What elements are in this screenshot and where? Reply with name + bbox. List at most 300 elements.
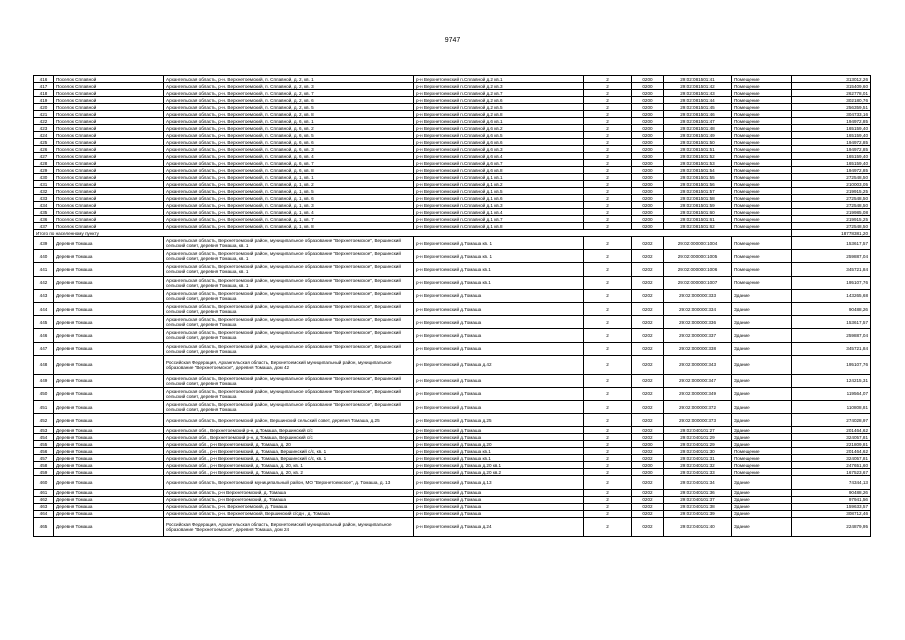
short-address: р-н Верхнетоемский п.Сплавной д.1 кв.4 bbox=[414, 209, 584, 216]
short-address: р-н Верхнетоемский п.Сплавной д.6 кв.3 bbox=[414, 146, 584, 153]
row-number: 462 bbox=[34, 496, 54, 503]
short-address: р-н Верхнетоемский д.Томаша bbox=[414, 496, 584, 503]
cadastral-value: 272548,50 bbox=[792, 223, 871, 230]
short-address: р-н Верхнетоемский п.Сплавной д.1 кв.8 bbox=[414, 223, 584, 230]
category-code: 2 bbox=[584, 125, 632, 132]
object-type: Помещение bbox=[732, 146, 792, 153]
cadastral-number: 29:02:081501:52 bbox=[664, 153, 732, 160]
cadastral-value: 272548,50 bbox=[792, 174, 871, 181]
object-type: Помещение bbox=[732, 263, 792, 276]
cadastral-number: 29:02:081501:50 bbox=[664, 139, 732, 146]
full-address: Архангельская область, Верхнетоемский район, муниципальное образование "Верхнетоемское", Вершинский сельский совет, деревня Томаша, кв. 1 bbox=[164, 250, 414, 263]
cadastral-value: 219915,25 bbox=[792, 188, 871, 195]
settlement-name: Деревня Томаша bbox=[54, 414, 164, 427]
zone-code: 0202 bbox=[632, 342, 664, 355]
zone-code: 0200 bbox=[632, 462, 664, 469]
object-type: Помещение bbox=[732, 90, 792, 97]
full-address: Архангельская область, Верхнетоемский район, муниципальное образование "Верхнетоемское", Вершинский сельский совет, деревня Томаша, кв. 1 bbox=[164, 263, 414, 276]
table-row bbox=[34, 302, 871, 315]
table-row bbox=[34, 167, 871, 174]
zone-code: 0200 bbox=[632, 181, 664, 188]
table-row bbox=[34, 455, 871, 462]
short-address: р-н Верхнетоемский д.Томаша д.13 bbox=[414, 476, 584, 489]
category-code: 2 bbox=[584, 216, 632, 223]
row-number: 448 bbox=[34, 355, 54, 374]
short-address: р-н Верхнетоемский п.Сплавной д.2 кв.3 bbox=[414, 83, 584, 90]
zone-code: 0200 bbox=[632, 223, 664, 230]
full-address: Российская Федерация, Архангельская область, Верхнетоемский муниципальный район, муниципальное образование "Верхнетоемское", деревня Томаша, дом 24 bbox=[164, 517, 414, 536]
full-address: Архангельская область, Верхнетоемский район, муниципальное образование "Верхнетоемское", Вершинский сельский совет, деревня Томаша bbox=[164, 401, 414, 414]
cadastral-number: 29:02:000000:1006 bbox=[664, 263, 732, 276]
cadastral-value: 165159,40 bbox=[792, 132, 871, 139]
object-type: Помещение bbox=[732, 132, 792, 139]
table-row bbox=[34, 223, 871, 230]
cadastral-number: 29:02:081501:41 bbox=[664, 76, 732, 83]
settlement-name: Поселок Сплавной bbox=[54, 97, 164, 104]
object-type: Здание bbox=[732, 441, 792, 448]
short-address: р-н Верхнетоемский д.Томаша bbox=[414, 401, 584, 414]
settlement-name: Деревня Томаша bbox=[54, 510, 164, 517]
object-type: Помещение bbox=[732, 223, 792, 230]
row-number: 432 bbox=[34, 188, 54, 195]
full-address: Архангельская область, Верхнетоемский район, муниципальное образование "Верхнетоемское", Вершинский сельский совет, деревня Томаша, кв. 1 bbox=[164, 276, 414, 289]
short-address: р-н Верхнетоемский п.Сплавной д.1 кв.3 bbox=[414, 202, 584, 209]
object-type: Здание bbox=[732, 414, 792, 427]
full-address: Архангельская область, Верхнетоемский район, муниципальное образование "Верхнетоемское", Вершинский сельский совет, деревня Томаша bbox=[164, 374, 414, 387]
zone-code: 0202 bbox=[632, 517, 664, 536]
zone-code: 0202 bbox=[632, 329, 664, 342]
settlement-name: Деревня Томаша bbox=[54, 374, 164, 387]
object-type: Помещение bbox=[732, 104, 792, 111]
settlement-name: Деревня Томаша bbox=[54, 302, 164, 315]
table-row bbox=[34, 510, 871, 517]
row-number: 441 bbox=[34, 263, 54, 276]
table-row bbox=[34, 250, 871, 263]
full-address: Архангельская область, р-н. Верхнетоемский, п. Сплавной, д. 2, кв. 8 bbox=[164, 111, 414, 118]
settlement-name: Деревня Томаша bbox=[54, 469, 164, 476]
full-address: Архангельская область, р-н. Верхнетоемский, п. Сплавной, д. 2, кв. 7 bbox=[164, 90, 414, 97]
zone-code: 0200 bbox=[632, 76, 664, 83]
category-code: 2 bbox=[584, 153, 632, 160]
full-address: Архангельская область, Верхнетоемский район, муниципальное образование "Верхнетоемское", Вершинский сельский совет, деревня Томаша bbox=[164, 329, 414, 342]
settlement-name: Деревня Томаша bbox=[54, 441, 164, 448]
category-code: 2 bbox=[584, 414, 632, 427]
category-code: 2 bbox=[584, 195, 632, 202]
full-address: Архангельская область, р-н. Верхнетоемский, п. Сплавной, д. 1, кв. 4 bbox=[164, 209, 414, 216]
zone-code: 0200 bbox=[632, 167, 664, 174]
short-address: р-н Верхнетоемский п.Сплавной д.2 кв.5 bbox=[414, 104, 584, 111]
cadastral-value: 153617,57 bbox=[792, 237, 871, 250]
settlement-name: Поселок Сплавной bbox=[54, 125, 164, 132]
row-number: 463 bbox=[34, 503, 54, 510]
object-type: Помещение bbox=[732, 83, 792, 90]
object-type: Помещение bbox=[732, 202, 792, 209]
table-row bbox=[34, 209, 871, 216]
table-row bbox=[34, 462, 871, 469]
full-address: Архангельская область, р-н. Верхнетоемский, п. Сплавной, д. 6, кв. 3 bbox=[164, 146, 414, 153]
settlement-name: Деревня Томаша bbox=[54, 427, 164, 434]
full-address: Архангельская область, р-н. Верхнетоемский, п. Сплавной, д. 1, кв. 8 bbox=[164, 223, 414, 230]
category-code: 2 bbox=[584, 387, 632, 400]
category-code: 2 bbox=[584, 146, 632, 153]
cadastral-number: 29:02:000000:347 bbox=[664, 374, 732, 387]
settlement-name: Деревня Томаша bbox=[54, 355, 164, 374]
object-type: Помещение bbox=[732, 76, 792, 83]
cadastral-value: 74344,13 bbox=[792, 476, 871, 489]
row-number: 450 bbox=[34, 387, 54, 400]
category-code: 2 bbox=[584, 139, 632, 146]
object-type: Помещение bbox=[732, 111, 792, 118]
table-row bbox=[34, 401, 871, 414]
row-number: 430 bbox=[34, 174, 54, 181]
zone-code: 0202 bbox=[632, 414, 664, 427]
short-address: р-н Верхнетоемский д.Томаша кв.1 bbox=[414, 276, 584, 289]
cadastral-number: 29:02:000000:333 bbox=[664, 289, 732, 302]
cadastral-number: 29:02:081501:51 bbox=[664, 146, 732, 153]
short-address: р-н Верхнетоемский д.Томаша д.20 кв.2 bbox=[414, 469, 584, 476]
short-address: р-н Верхнетоемский п.Сплавной д.6 кв.8 bbox=[414, 167, 584, 174]
cadastral-value: 272548,50 bbox=[792, 202, 871, 209]
full-address: Архангельская область, р-н. Верхнетоемский, п. Сплавной, д. 1, кв. 7 bbox=[164, 216, 414, 223]
row-number: 419 bbox=[34, 97, 54, 104]
settlement-name: Поселок Сплавной bbox=[54, 111, 164, 118]
table-row bbox=[34, 104, 871, 111]
table-row bbox=[34, 216, 871, 223]
object-type: Помещение bbox=[732, 455, 792, 462]
row-number: 434 bbox=[34, 202, 54, 209]
zone-code: 0202 bbox=[632, 387, 664, 400]
full-address: Архангельская область, Верхнетоемский район, муниципальное образование "Верхнетоемское", Вершинский сельский совет, деревня Томаша bbox=[164, 289, 414, 302]
cadastral-value: 274028,97 bbox=[792, 414, 871, 427]
settlement-name: Деревня Томаша bbox=[54, 448, 164, 455]
cadastral-number: 29:02:081501:54 bbox=[664, 167, 732, 174]
cadastral-number: 29:02:081501:58 bbox=[664, 195, 732, 202]
object-type: Здание bbox=[732, 517, 792, 536]
cadastral-number: 29:02:081501:44 bbox=[664, 97, 732, 104]
cadastral-number: 29:02:081501:46 bbox=[664, 111, 732, 118]
settlement-name: Поселок Сплавной bbox=[54, 188, 164, 195]
row-number: 446 bbox=[34, 329, 54, 342]
short-address: р-н Верхнетоемский п.Сплавной д.6 кв.2 bbox=[414, 125, 584, 132]
full-address: Архангельская область, р-н. Верхнетоемский, п. Сплавной, д. 1, кв. 5 bbox=[164, 188, 414, 195]
short-address: р-н Верхнетоемский п.Сплавной д.6 кв.1 bbox=[414, 118, 584, 125]
table-row bbox=[34, 289, 871, 302]
object-type: Здание bbox=[732, 374, 792, 387]
short-address: р-н Верхнетоемский д.Томаша кв.1 bbox=[414, 263, 584, 276]
zone-code: 0202 bbox=[632, 427, 664, 434]
category-code: 2 bbox=[584, 237, 632, 250]
cadastral-number: 29:02:000000:338 bbox=[664, 342, 732, 355]
cadastral-value: 259887,04 bbox=[792, 329, 871, 342]
object-type: Помещение bbox=[732, 139, 792, 146]
settlement-name: Деревня Томаша bbox=[54, 263, 164, 276]
settlement-name: Поселок Сплавной bbox=[54, 76, 164, 83]
category-code: 2 bbox=[584, 316, 632, 329]
table-row bbox=[34, 342, 871, 355]
table-row bbox=[34, 188, 871, 195]
cadastral-value: 224879,95 bbox=[792, 517, 871, 536]
object-type: Помещение bbox=[732, 153, 792, 160]
full-address: Архангельская область, р-н. Верхнетоемский, Вершинский с/сдн , д. Томаша bbox=[164, 510, 414, 517]
table-row bbox=[34, 97, 871, 104]
cadastral-value: 256359,51 bbox=[792, 104, 871, 111]
object-type: Здание bbox=[732, 401, 792, 414]
subtotal-value: 18778381,20 bbox=[792, 230, 871, 237]
short-address: р-н Верхнетоемский д.Томаша кв.1 bbox=[414, 448, 584, 455]
row-number: 442 bbox=[34, 276, 54, 289]
row-number: 458 bbox=[34, 462, 54, 469]
row-number: 431 bbox=[34, 181, 54, 188]
table-row bbox=[34, 90, 871, 97]
cadastral-value: 315409,60 bbox=[792, 83, 871, 90]
table-row bbox=[34, 83, 871, 90]
category-code: 2 bbox=[584, 104, 632, 111]
object-type: Помещение bbox=[732, 188, 792, 195]
settlement-name: Поселок Сплавной bbox=[54, 90, 164, 97]
short-address: р-н Верхнетоемский п.Сплавной д.2 кв.7 bbox=[414, 90, 584, 97]
settlement-name: Поселок Сплавной bbox=[54, 132, 164, 139]
zone-code: 0200 bbox=[632, 202, 664, 209]
settlement-name: Деревня Томаша bbox=[54, 455, 164, 462]
subtotal-label: Итого по населенному пункту bbox=[34, 230, 792, 237]
settlement-name: Поселок Сплавной bbox=[54, 153, 164, 160]
settlement-name: Деревня Томаша bbox=[54, 329, 164, 342]
cadastral-value: 194972,85 bbox=[792, 139, 871, 146]
settlement-name: Поселок Сплавной bbox=[54, 223, 164, 230]
category-code: 2 bbox=[584, 167, 632, 174]
short-address: р-н Верхнетоемский д.Томаша bbox=[414, 489, 584, 496]
short-address: р-н Верхнетоемский п.Сплавной д.2 кв.6 bbox=[414, 97, 584, 104]
cadastral-value: 195107,76 bbox=[792, 355, 871, 374]
object-type: Помещение bbox=[732, 209, 792, 216]
cadastral-value: 219915,25 bbox=[792, 216, 871, 223]
cadastral-number: 29:02:000000:343 bbox=[664, 355, 732, 374]
row-number: 433 bbox=[34, 195, 54, 202]
table-row bbox=[34, 132, 871, 139]
category-code: 2 bbox=[584, 489, 632, 496]
row-number: 449 bbox=[34, 374, 54, 387]
short-address: р-н Верхнетоемский п.Сплавной д.1 кв.1 bbox=[414, 174, 584, 181]
zone-code: 0200 bbox=[632, 83, 664, 90]
row-number: 455 bbox=[34, 441, 54, 448]
full-address: Архангельская область, р-н. Верхнетоемский, п. Сплавной, д. 2, кв. 5 bbox=[164, 104, 414, 111]
zone-code: 0202 bbox=[632, 374, 664, 387]
object-type: Здание bbox=[732, 342, 792, 355]
full-address: Архангельская область, Верхнетоемский район, муниципальное образование "Верхнетоемское", Вершинский сельский совет, деревня Томаша, кв. 1 bbox=[164, 237, 414, 250]
settlement-name: Деревня Томаша bbox=[54, 289, 164, 302]
short-address: р-н Верхнетоемский д.Томаша bbox=[414, 302, 584, 315]
zone-code: 0202 bbox=[632, 250, 664, 263]
full-address: Архангельская обл., р-н Верхнетоемский, д. Томаша, д. 20, кв. 1 bbox=[164, 462, 414, 469]
settlement-name: Деревня Томаша bbox=[54, 276, 164, 289]
category-code: 2 bbox=[584, 276, 632, 289]
cadastral-number: 29:02:040101:38 bbox=[664, 503, 732, 510]
short-address: р-н Верхнетоемский д.Томаша bbox=[414, 342, 584, 355]
short-address: р-н Верхнетоемский д.Томаша bbox=[414, 427, 584, 434]
row-number: 459 bbox=[34, 469, 54, 476]
object-type: Помещение bbox=[732, 250, 792, 263]
settlement-name: Поселок Сплавной bbox=[54, 160, 164, 167]
object-type: Помещение bbox=[732, 181, 792, 188]
full-address: Архангельская область, р-н. Верхнетоемский, п. Сплавной, д. 1, кв. 1 bbox=[164, 174, 414, 181]
full-address: Архангельская область, р-н. Верхнетоемский, п. Сплавной, д. 2, кв. 3 bbox=[164, 83, 414, 90]
zone-code: 0200 bbox=[632, 139, 664, 146]
object-type: Здание bbox=[732, 434, 792, 441]
cadastral-value: 165159,40 bbox=[792, 125, 871, 132]
full-address: Архангельская область, р-н. Верхнетоемский, п. Сплавной, д. 1, кв. 2 bbox=[164, 181, 414, 188]
row-number: 440 bbox=[34, 250, 54, 263]
short-address: р-н Верхнетоемский д.Томаша д.25 bbox=[414, 414, 584, 427]
row-number: 422 bbox=[34, 118, 54, 125]
table-row bbox=[34, 503, 871, 510]
row-number: 418 bbox=[34, 90, 54, 97]
object-type: Здание bbox=[732, 316, 792, 329]
category-code: 2 bbox=[584, 289, 632, 302]
row-number: 451 bbox=[34, 401, 54, 414]
cadastral-number: 29:02:040101:37 bbox=[664, 496, 732, 503]
zone-code: 0200 bbox=[632, 160, 664, 167]
row-number: 426 bbox=[34, 146, 54, 153]
full-address: Архангельская область, р-н. Верхнетоемский, п. Сплавной, д. 2, кв. 1 bbox=[164, 76, 414, 83]
zone-code: 0200 bbox=[632, 104, 664, 111]
settlement-name: Деревня Томаша bbox=[54, 462, 164, 469]
cadastral-number: 29:02:000000:1005 bbox=[664, 250, 732, 263]
table-row bbox=[34, 427, 871, 434]
full-address: Архангельская область, р-н. Верхнетоемский, п. Сплавной, д. 6, кв. 6 bbox=[164, 139, 414, 146]
cadastral-number: 29:02:000000:1004 bbox=[664, 237, 732, 250]
row-number: 417 bbox=[34, 83, 54, 90]
full-address: Архангельская область, Верхнетоемский район, Вершинский сельский совет, деревня Томаша, д.25 bbox=[164, 414, 414, 427]
category-code: 2 bbox=[584, 132, 632, 139]
zone-code: 0200 bbox=[632, 146, 664, 153]
category-code: 2 bbox=[584, 355, 632, 374]
row-number: 452 bbox=[34, 414, 54, 427]
cadastral-number: 29:02:081501:43 bbox=[664, 90, 732, 97]
table-row bbox=[34, 329, 871, 342]
row-number: 420 bbox=[34, 104, 54, 111]
short-address: р-н Верхнетоемский д.Томаша д.20 кв.1 bbox=[414, 462, 584, 469]
category-code: 2 bbox=[584, 510, 632, 517]
cadastral-value: 247651,60 bbox=[792, 462, 871, 469]
cadastral-number: 29:02:000000:349 bbox=[664, 387, 732, 400]
short-address: р-н Верхнетоемский п.Сплавной д.6 кв.6 bbox=[414, 139, 584, 146]
row-number: 460 bbox=[34, 476, 54, 489]
settlement-name: Поселок Сплавной bbox=[54, 83, 164, 90]
short-address: р-н Верхнетоемский д.Томаша bbox=[414, 316, 584, 329]
settlement-name: Деревня Томаша bbox=[54, 387, 164, 400]
category-code: 2 bbox=[584, 455, 632, 462]
row-number: 457 bbox=[34, 455, 54, 462]
short-address: р-н Верхнетоемский д.Томаша bbox=[414, 387, 584, 400]
short-address: р-н Верхнетоемский д.Томаша bbox=[414, 503, 584, 510]
cadastral-value: 90488,26 bbox=[792, 489, 871, 496]
table-row bbox=[34, 263, 871, 276]
table-row bbox=[34, 434, 871, 441]
cadastral-value: 345721,84 bbox=[792, 342, 871, 355]
category-code: 2 bbox=[584, 342, 632, 355]
settlement-name: Деревня Томаша bbox=[54, 342, 164, 355]
zone-code: 0200 bbox=[632, 97, 664, 104]
row-number: 429 bbox=[34, 167, 54, 174]
zone-code: 0202 bbox=[632, 455, 664, 462]
table-row bbox=[34, 469, 871, 476]
zone-code: 0200 bbox=[632, 174, 664, 181]
cadastral-value: 97941,56 bbox=[792, 496, 871, 503]
table-row bbox=[34, 237, 871, 250]
cadastral-number: 29:02:081501:62 bbox=[664, 223, 732, 230]
row-number: 436 bbox=[34, 216, 54, 223]
row-number: 437 bbox=[34, 223, 54, 230]
full-address: Архангельская область, Верхнетоемский район, муниципальное образование "Верхнетоемское", Вершинский сельский совет, деревня Томаша bbox=[164, 302, 414, 315]
cadastral-value: 259887,04 bbox=[792, 250, 871, 263]
settlement-name: Поселок Сплавной bbox=[54, 181, 164, 188]
row-number: 423 bbox=[34, 125, 54, 132]
row-number: 444 bbox=[34, 302, 54, 315]
short-address: р-н Верхнетоемский д.Томаша bbox=[414, 329, 584, 342]
short-address: р-н Верхнетоемский д.Томаша bbox=[414, 289, 584, 302]
category-code: 2 bbox=[584, 517, 632, 536]
cadastral-value: 165159,40 bbox=[792, 153, 871, 160]
table-row bbox=[34, 160, 871, 167]
full-address: Архангельская обл., Верхнетоемский р-н, д.Томаша, Вершинский с/с bbox=[164, 434, 414, 441]
settlement-name: Поселок Сплавной bbox=[54, 216, 164, 223]
zone-code: 0200 bbox=[632, 153, 664, 160]
cadastral-number: 29:02:081501:59 bbox=[664, 202, 732, 209]
cadastral-value: 90488,26 bbox=[792, 302, 871, 315]
cadastral-number: 29:02:040101:39 bbox=[664, 510, 732, 517]
cadastral-number: 29:02:000000:373 bbox=[664, 414, 732, 427]
category-code: 2 bbox=[584, 401, 632, 414]
cadastral-number: 29:02:040101:33 bbox=[664, 469, 732, 476]
table-row bbox=[34, 139, 871, 146]
zone-code: 0202 bbox=[632, 448, 664, 455]
object-type: Здание bbox=[732, 302, 792, 315]
cadastral-number: 29:02:000000:336 bbox=[664, 316, 732, 329]
cadastral-value: 324057,81 bbox=[792, 434, 871, 441]
row-number: 456 bbox=[34, 448, 54, 455]
table-row bbox=[34, 125, 871, 132]
page-number: 9747 bbox=[444, 37, 461, 44]
cadastral-number: 29:02:081501:45 bbox=[664, 104, 732, 111]
table-row bbox=[34, 441, 871, 448]
row-number: 464 bbox=[34, 510, 54, 517]
full-address: Архангельская область, р-н Верхнетоемский, д. Томаша bbox=[164, 489, 414, 496]
cadastral-number: 29:02:081501:47 bbox=[664, 118, 732, 125]
cadastral-value: 308712,46 bbox=[792, 510, 871, 517]
table-row bbox=[34, 448, 871, 455]
row-number: 461 bbox=[34, 489, 54, 496]
table-row bbox=[34, 76, 871, 83]
full-address: Архангельская область, р-н. Верхнетоемский, п. Сплавной, д. 6, кв. 7 bbox=[164, 160, 414, 167]
short-address: р-н Верхнетоемский д.Томаша bbox=[414, 510, 584, 517]
short-address: р-н Верхнетоемский п.Сплавной д.1 кв.6 bbox=[414, 195, 584, 202]
cadastral-number: 29:02:081501:55 bbox=[664, 174, 732, 181]
cadastral-number: 29:02:040101:32 bbox=[664, 462, 732, 469]
table-row bbox=[34, 517, 871, 536]
cadastral-number: 29:02:081501:48 bbox=[664, 125, 732, 132]
full-address: Архангельская обл., Верхнетоемский р-н, д.Томаша, Вершинский с/с bbox=[164, 427, 414, 434]
short-address: р-н Верхнетоемский п.Сплавной д.6 кв.5 bbox=[414, 132, 584, 139]
table-row bbox=[34, 153, 871, 160]
object-type: Помещение bbox=[732, 160, 792, 167]
settlement-name: Поселок Сплавной bbox=[54, 104, 164, 111]
zone-code: 0202 bbox=[632, 503, 664, 510]
zone-code: 0202 bbox=[632, 355, 664, 374]
row-number: 428 bbox=[34, 160, 54, 167]
settlement-name: Деревня Томаша bbox=[54, 316, 164, 329]
category-code: 2 bbox=[584, 434, 632, 441]
settlement-name: Деревня Томаша bbox=[54, 496, 164, 503]
